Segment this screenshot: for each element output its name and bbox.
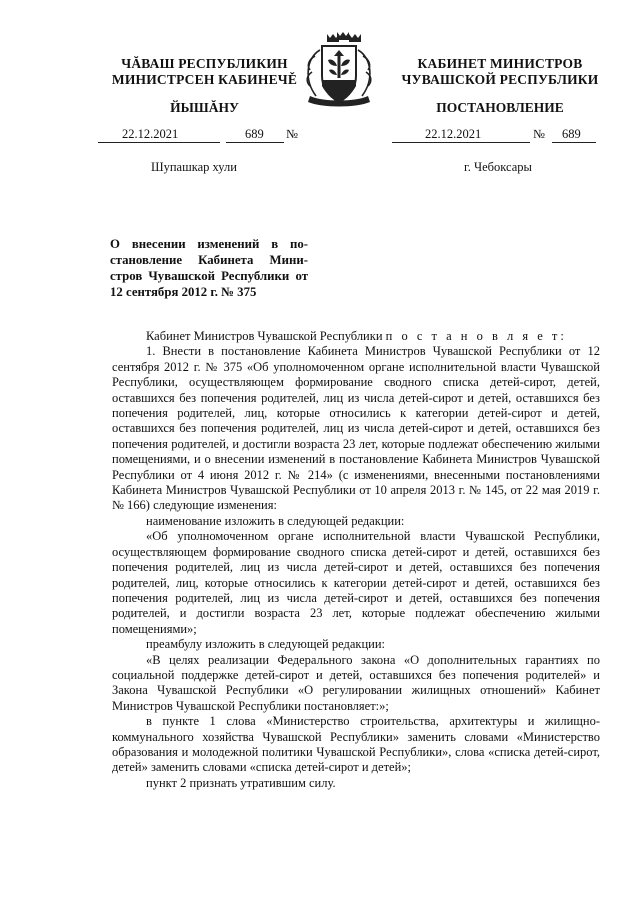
number-left: 689	[245, 127, 264, 141]
date-number-left	[98, 127, 318, 144]
header-left-line2: МИНИСТРСЕН КАБИНЕЧĚ	[111, 72, 298, 87]
body-paragraph: в пункте 1 слова «Министерство строительства, архитектуры и жилищно-коммунального хозяйства Чувашской Республики» заменить словами «Министерство образования и молодежной политики Чувашской Республики», слова «списка детей-сирот, детей» заменить словами «списка детей-сирот и детей»;	[112, 714, 600, 775]
number-right: 689	[562, 127, 581, 141]
number-sign-left: №	[286, 127, 298, 141]
header-right-line1: КАБИНЕТ МИНИСТРОВ	[417, 56, 583, 71]
body-paragraph: пункт 2 признать утратившим силу.	[146, 775, 336, 790]
header-left-line1: ЧĂВАШ РЕСПУБЛИКИН	[121, 56, 288, 71]
header-right-line2: ЧУВАШСКОЙ РЕСПУБЛИКИ	[401, 72, 599, 87]
document-subject: О внесении изменений в по-становление Кабинета Мини-стров Чувашской Республики от 12 сентября 2012 г. № 375	[110, 237, 308, 299]
chuvash-coat-of-arms-icon	[298, 30, 380, 110]
header-left-title	[92, 56, 317, 88]
body-paragraph: 1. Внести в постановление Кабинета Министров Чувашской Республики от 12 сентября 2012 г. № 375 «Об уполномоченном органе исполнительной власти Чувашской Республики, осуществляющем формирование сводного списка детей-сирот, детей, оставшихся без попечения родителей, лиц из числа детей-сирот и детей, оставшихся без попечения родителей, лиц, которые относились к категории детей-сирот и детей, оставшихся без попечения родителей, лиц из числа детей-сирот и детей, оставшихся без попечения родителей, и достигли возраста 23 лет, которые подлежат обеспечению жилыми помещениями, и о внесении изменений в постановление Кабинета Министров Чувашской Республики от 4 июня 2012 г. № 214» (с изменениями, внесенными постановлениями Кабинета Министров Чувашской Республики от 10 апреля 2013 г. № 145, от 22 мая 2019 г. № 166) следующие изменения:	[112, 344, 600, 513]
date-left: 22.12.2021	[122, 127, 179, 141]
place-left: Шупашкар хули	[151, 160, 237, 174]
body-paragraph: «В целях реализации Федерального закона «О дополнительных гарантиях по социальной поддержке детей-сирот и детей, оставшихся без попечения родителей» и Закона Чувашской Республики «О регулировании жилищных отношений» Кабинет Министров Чувашской Республики постановляет:»;	[112, 652, 600, 713]
body-paragraph: преамбулу изложить в следующей редакции:	[146, 637, 386, 652]
intro-verb: п о с т а н о в л я е т:	[385, 329, 567, 343]
intro-paragraph	[112, 329, 600, 344]
header-right-title	[390, 56, 610, 88]
document-body	[112, 329, 600, 791]
header-left-doc-kind: ЙЫШĂНУ	[170, 100, 239, 115]
header-right-doc-kind: ПОСТАНОВЛЕНИЕ	[436, 100, 564, 115]
place-right: г. Чебоксары	[464, 160, 532, 174]
date-right: 22.12.2021	[425, 127, 482, 141]
number-sign-right: №	[533, 127, 545, 141]
body-paragraph: наименование изложить в следующей редакции:	[146, 513, 405, 528]
intro-prefix: Кабинет Министров Чувашской Республики	[146, 329, 383, 343]
body-paragraph: «Об уполномоченном органе исполнительной власти Чувашской Республики, осуществляющем формирование сводного списка детей-сирот и детей, оставшихся без попечения родителей, лиц из числа детей-сирот и детей, оставшихся без попечения родителей, лиц, которые относились к категории детей-сирот и детей, оставшихся без попечения родителей, лиц из числа детей-сирот и детей, оставшихся без попечения родителей, и достигли возраста 23 лет, которые подлежат обеспечению жилыми помещениями»;	[112, 529, 600, 636]
date-number-right	[392, 127, 602, 144]
